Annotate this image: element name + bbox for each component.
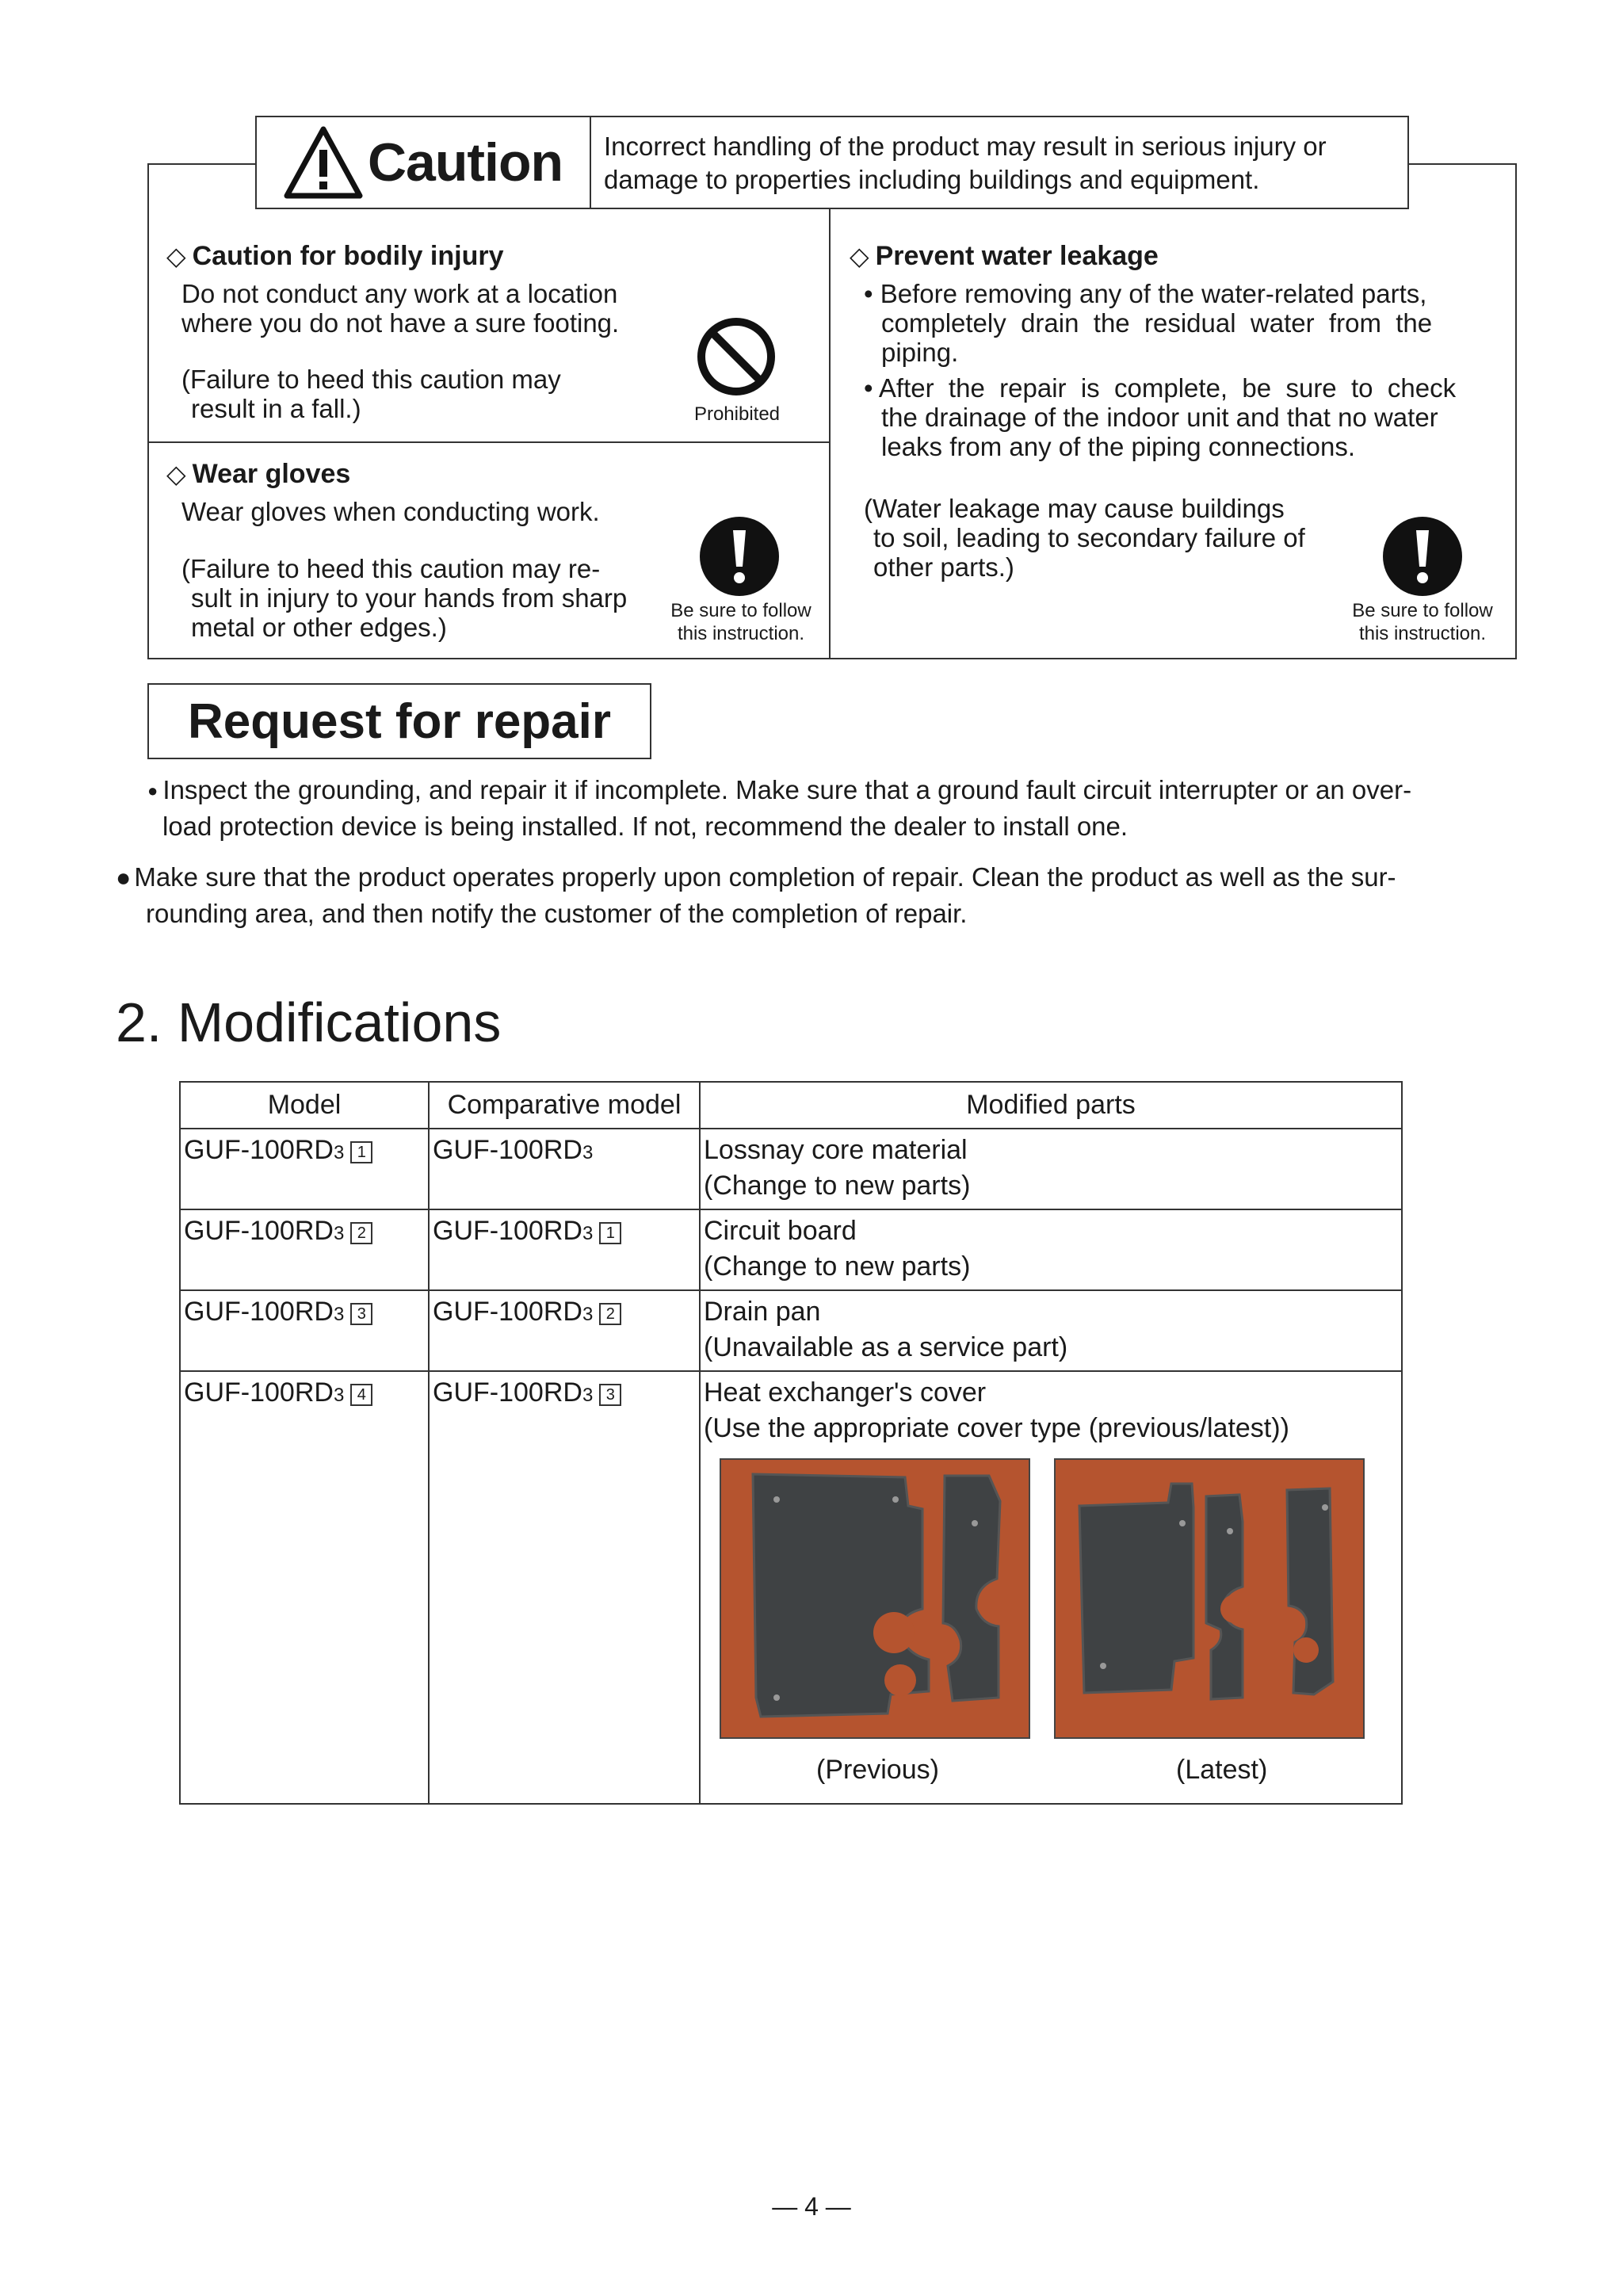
- comparative-cell: GUF-100RD3 1: [429, 1209, 700, 1290]
- caution-description: Incorrect handling of the product may result in serious injury or damage to properties including buildings and equipment.: [604, 132, 1327, 194]
- prohibited-icon: [694, 315, 778, 399]
- water-leakage-bullets: • Before removing any of the water-related parts, completely drain the residual water from the piping. • After the repair is complete, be sure to check the drainage of the indoor unit and that no water leaks from any of the piping connections.: [864, 279, 1458, 461]
- prohibited-label: Prohibited: [693, 403, 781, 425]
- repair-title-box: [147, 683, 651, 759]
- wear-gloves-text: Wear gloves when conducting work.: [181, 497, 600, 526]
- warning-triangle-icon: [284, 126, 363, 199]
- caution-vertical-divider: [829, 209, 831, 659]
- caption-latest: (Latest): [1176, 1755, 1268, 1785]
- mandatory-exclamation-icon: [1382, 516, 1463, 597]
- diamond-icon: ◇: [166, 460, 186, 488]
- parts-cell: Lossnay core material (Change to new parts): [700, 1129, 1402, 1209]
- section-title-water-leakage: ◇ Prevent water leakage: [850, 241, 1159, 271]
- cover-latest-image: [1056, 1460, 1365, 1739]
- section-title-bodily-injury: ◇ Caution for bodily injury: [166, 241, 504, 271]
- water-leakage-note: (Water leakage may cause buildings to soil, leading to secondary failure of other parts.): [864, 494, 1305, 582]
- model-cell: GUF-100RD3 4: [180, 1371, 429, 1804]
- bullet-dot: ●: [116, 863, 132, 892]
- comparative-cell: GUF-100RD3: [429, 1129, 700, 1209]
- caution-title-cell: [257, 117, 591, 208]
- cover-previous-image: [721, 1460, 1030, 1739]
- photo-previous-cover: [720, 1458, 1030, 1739]
- photo-latest-cover: [1054, 1458, 1365, 1739]
- section-title-wear-gloves: ◇ Wear gloves: [166, 459, 351, 489]
- table-row: [180, 1209, 1402, 1290]
- repair-item-1: ● Inspect the grounding, and repair it if incomplete. Make sure that a ground fault circuit interrupter or an over- load protection device is being installed. If not, recommend the dealer to install one.: [147, 775, 1412, 841]
- diamond-icon: ◇: [166, 242, 186, 270]
- col-header-modified-parts: Modified parts: [700, 1082, 1402, 1129]
- parts-cell: Heat exchanger's cover (Use the appropriate cover type (previous/latest)): [700, 1371, 1402, 1804]
- parts-cell: Circuit board (Change to new parts): [700, 1209, 1402, 1290]
- follow-instruction-label: Be sure to follow this instruction.: [670, 600, 812, 644]
- col-header-comparative: Comparative model: [429, 1082, 700, 1129]
- caution-title: Caution: [367, 132, 563, 193]
- table-header-row: [180, 1082, 1402, 1129]
- page-number: — 4 —: [772, 2192, 851, 2221]
- bodily-injury-note: (Failure to heed this caution may result in a fall.): [181, 365, 561, 423]
- caption-previous: (Previous): [816, 1755, 939, 1785]
- model-cell: GUF-100RD3 2: [180, 1209, 429, 1290]
- bullet-item: • After the repair is complete, be sure to check: [864, 373, 1457, 403]
- repair-item-2: ● Make sure that the product operates properly upon completion of repair. Clean the product as well as the sur- rounding area, and then notify the customer of the completion of repair.: [116, 862, 1396, 928]
- bullet-item: • Before removing any of the water-related parts,: [864, 279, 1427, 308]
- caution-header: [255, 116, 1409, 209]
- table-row: [180, 1290, 1402, 1371]
- model-cell: GUF-100RD3 1: [180, 1129, 429, 1209]
- table-row: [180, 1129, 1402, 1209]
- mandatory-exclamation-icon: [699, 516, 780, 597]
- follow-instruction-label: Be sure to follow this instruction.: [1352, 600, 1493, 644]
- col-header-model: Model: [180, 1082, 429, 1129]
- comparative-cell: GUF-100RD3 3: [429, 1371, 700, 1804]
- modifications-heading: 2. Modifications: [116, 991, 502, 1053]
- caution-horizontal-divider: [147, 441, 830, 443]
- diamond-icon: ◇: [850, 242, 869, 270]
- wear-gloves-note: (Failure to heed this caution may re- sult in injury to your hands from sharp metal or other edges.): [181, 554, 628, 642]
- repair-title: Request for repair: [187, 693, 612, 749]
- comparative-cell: GUF-100RD3 2: [429, 1290, 700, 1371]
- bodily-injury-text: Do not conduct any work at a location where you do not have a sure footing.: [181, 279, 620, 338]
- model-cell: GUF-100RD3 3: [180, 1290, 429, 1371]
- parts-cell: Drain pan (Unavailable as a service part): [700, 1290, 1402, 1371]
